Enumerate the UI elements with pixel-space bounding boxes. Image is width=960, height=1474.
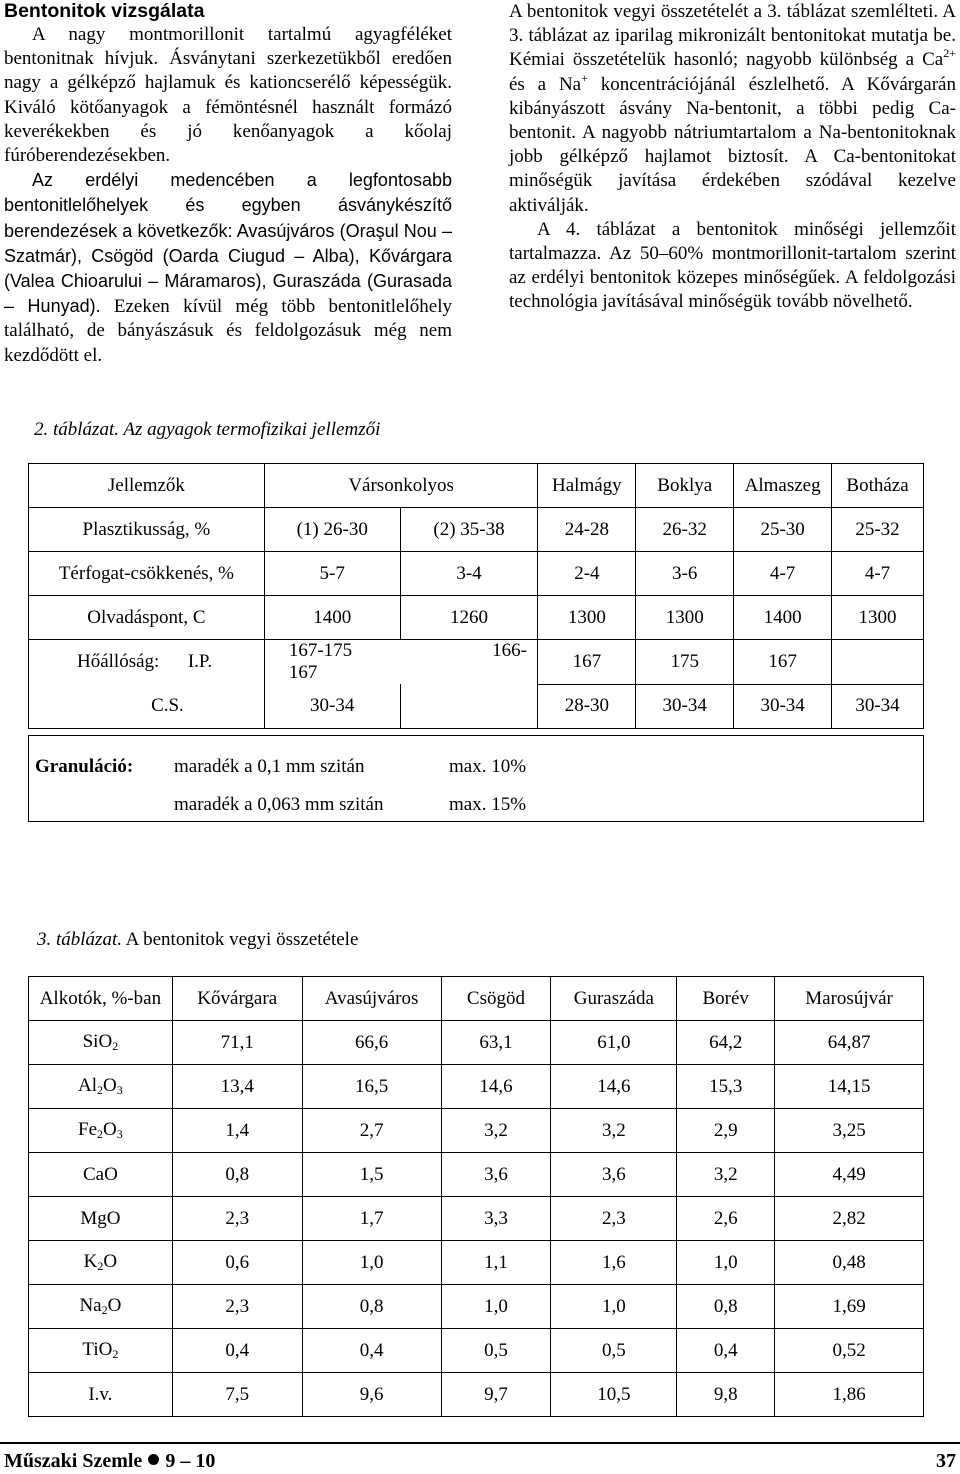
- table3-cell: 4,49: [775, 1153, 924, 1197]
- na-charge: +: [581, 70, 588, 85]
- locations-tail: Ezeken kívül még több bentonitlelőhely található, de bányászásuk és feldolgozásuk még nem kezdődött el.: [4, 296, 452, 366]
- table3-cell: 1,6: [551, 1241, 677, 1285]
- table2-header-cell: Almaszeg: [734, 464, 832, 508]
- table2-cell: 24-28: [538, 508, 636, 552]
- table-row: [29, 1153, 924, 1197]
- table3-cell: 3,2: [441, 1109, 551, 1153]
- table2-cell: 28-30: [538, 684, 636, 728]
- table3-cell: 63,1: [441, 1021, 551, 1065]
- table-row: [29, 552, 924, 596]
- table3-cell: 0,4: [677, 1329, 775, 1373]
- table2-cell: [400, 684, 538, 728]
- table2-header-cell: Botháza: [832, 464, 924, 508]
- table3-caption: [37, 929, 358, 951]
- table2-cell: 4-7: [734, 552, 832, 596]
- table3-cell: 0,48: [775, 1241, 924, 1285]
- table3-component-cell: [29, 1021, 173, 1065]
- component-name-tail: O: [103, 1075, 117, 1096]
- table3-component-cell: [29, 1109, 173, 1153]
- table3-cell: 61,0: [551, 1021, 677, 1065]
- table-row: [29, 1285, 924, 1329]
- table3-cell: 1,0: [677, 1241, 775, 1285]
- ca-charge: 2+: [943, 46, 956, 61]
- issue-a: 9: [165, 1450, 176, 1472]
- component-name: SiO: [82, 1031, 113, 1052]
- table-row: [29, 640, 924, 685]
- table3-cell: 0,8: [302, 1285, 441, 1329]
- table3-cell: 9,6: [302, 1373, 441, 1417]
- component-subscript: 3: [116, 1083, 123, 1097]
- table2-cell: 3-6: [636, 552, 734, 596]
- component-name: MgO: [80, 1207, 121, 1229]
- component-name-tail: O: [103, 1251, 118, 1272]
- table3-header-cell: Csögöd: [441, 977, 551, 1021]
- table-row: [29, 508, 924, 552]
- table2-cell: 26-32: [636, 508, 734, 552]
- table2-cell: 30-34: [636, 684, 734, 728]
- table3-caption-num: 3. táblázat.: [37, 929, 122, 950]
- table3-cell: 14,6: [441, 1065, 551, 1109]
- table2-cell: 167: [734, 640, 832, 685]
- paragraph-quality: A 4. táblázat a bentonitok minőségi jellemzőit tartalmazza. Az 50–60% montmorillonit-tartalom szerint az erdélyi bentonitok közepes minőségűek. A feldolgozási technológia javításával minőségük tovább növelhető.: [509, 218, 956, 313]
- journal-name: Műszaki Szemle: [4, 1450, 143, 1472]
- component-name: CaO: [82, 1163, 118, 1185]
- granulation-box: [28, 735, 924, 822]
- table2-header-cell: Halmágy: [538, 464, 636, 508]
- component-name: Al: [78, 1075, 98, 1096]
- table3-cell: 3,3: [441, 1197, 551, 1241]
- table2-cell: 25-30: [734, 508, 832, 552]
- component-name: Fe: [78, 1119, 98, 1140]
- table2-cell: 175: [636, 640, 734, 685]
- granulation-line2-value: max. 15%: [449, 794, 527, 815]
- component-subscript: 2: [97, 1259, 104, 1273]
- left-column: [4, 0, 452, 368]
- table3-cell: 9,7: [441, 1373, 551, 1417]
- table3-component-cell: [29, 1241, 173, 1285]
- table3-cell: 2,7: [302, 1109, 441, 1153]
- component-name: Na: [79, 1295, 102, 1316]
- locations-text: Az erdélyi medencében a legfontosabb bentonitlelőhelyek és egyben ásványkészítő berendezések a következők: Avasújváros (Oraşul Nou – Szatmár), Csögöd (Oarda Ciugud – Alba), Kővárgara (Valea Chioarului – Máramaros), Guraszáda (Gurasada – Hunyad).: [4, 170, 452, 317]
- table3-cell: 1,86: [775, 1373, 924, 1417]
- table3-cell: 0,5: [551, 1329, 677, 1373]
- table2-cell: 2-4: [538, 552, 636, 596]
- component-subscript: 2: [97, 1127, 104, 1141]
- table3-cell: 2,82: [775, 1197, 924, 1241]
- section-title: Bentonitok vizsgálata: [4, 0, 205, 22]
- table3-cell: 2,3: [172, 1285, 302, 1329]
- table3-cell: 0,8: [677, 1285, 775, 1329]
- table2-cell: 5-7: [264, 552, 400, 596]
- table3-component-cell: [29, 1373, 173, 1417]
- granulation-line1-value: max. 10%: [449, 756, 527, 777]
- table3-cell: 0,4: [302, 1329, 441, 1373]
- composition-text-c: koncentrációjánál észlelhető. A Kővárgarán kibányászott ásvány Na-bentonit, a többi pedig Ca-bentonit. A nagyobb nátriumtartalom a Na-bentonitoknak jobb gélképző hajlamot biztosít. A Ca-bentonitokat minőségük javítása érdekében szódával kezelve aktiválják.: [509, 73, 956, 216]
- table3-cell: 0,6: [172, 1241, 302, 1285]
- component-subscript: 2: [97, 1083, 104, 1097]
- paragraph-intro: A nagy montmorillonit tartalmú agyagféléket bentonitnak hívjuk. Ásványtani szerkezetükből eredően nagy a gélképző hajlamuk és kationcserélő képességük. Kiváló kötőanyagok a fémöntésnél használt formázó keverékekben és jó kenőanyagok a kőolaj fúróberendezésekben.: [4, 24, 452, 167]
- table3-cell: 1,7: [302, 1197, 441, 1241]
- table2-cell: C.S.: [29, 684, 265, 728]
- component-name-tail: O: [103, 1119, 117, 1140]
- table-row: [29, 596, 924, 640]
- table2-cell: 3-4: [400, 552, 538, 596]
- table3-cell: 0,5: [441, 1329, 551, 1373]
- component-name: K: [83, 1251, 98, 1272]
- table3-cell: 1,69: [775, 1285, 924, 1329]
- table3-cell: 1,5: [302, 1153, 441, 1197]
- right-column: [509, 0, 956, 315]
- table2-cell: 1400: [734, 596, 832, 640]
- table-row: [29, 1109, 924, 1153]
- table-row: [29, 684, 924, 728]
- table2-ip-vars: 167-175: [288, 640, 353, 661]
- table2-cell: Térfogat-csökkenés, %: [29, 552, 265, 596]
- table3-cell: 9,8: [677, 1373, 775, 1417]
- table3-cell: 3,2: [677, 1153, 775, 1197]
- table2-header-cell: Boklya: [636, 464, 734, 508]
- table3-component-cell: [29, 1285, 173, 1329]
- table3-header-cell: Marosújvár: [775, 977, 924, 1021]
- table-row: [29, 464, 924, 508]
- granulation-label: Granuláció:: [35, 756, 134, 777]
- issue-dash: –: [180, 1450, 191, 1472]
- table2-cell: 1400: [264, 596, 400, 640]
- page-number: 37: [936, 1450, 956, 1472]
- table-row: [29, 977, 924, 1021]
- footer-journal: [4, 1450, 215, 1473]
- granulation-line1: maradék a 0,1 mm szitán: [174, 756, 365, 777]
- granulation-line2: maradék a 0,063 mm szitán: [174, 794, 384, 815]
- table3-caption-text: A bentonitok vegyi összetétele: [121, 929, 359, 950]
- table3-cell: 2,6: [677, 1197, 775, 1241]
- composition-text-a: A bentonitok vegyi összetételét a 3. táblázat szemlélteti. A 3. táblázat az iparilag mikronizált bentonitokat mutatja be. Kémiai összetételük hasonló; nagyobb különbség a Ca: [509, 1, 956, 71]
- table-row: [29, 1021, 924, 1065]
- table2-cell: 30-34: [832, 684, 924, 728]
- table3-cell: 64,87: [775, 1021, 924, 1065]
- table2-cell: 1300: [538, 596, 636, 640]
- component-name: I.v.: [88, 1383, 113, 1405]
- composition-text-b: és a Na: [509, 73, 582, 95]
- table3-cell: 1,0: [441, 1285, 551, 1329]
- table2-cell: Olvadáspont, C: [29, 596, 265, 640]
- component-subscript: 2: [112, 1347, 119, 1361]
- table2-cell: Hőállóság: I.P.: [29, 640, 265, 685]
- table-row: [29, 1373, 924, 1417]
- table-row: [29, 1065, 924, 1109]
- table3-cell: 10,5: [551, 1373, 677, 1417]
- table3-component-cell: [29, 1065, 173, 1109]
- table3-cell: 71,1: [172, 1021, 302, 1065]
- table3-cell: 1,0: [302, 1241, 441, 1285]
- table2-cell: (2) 35-38: [400, 508, 538, 552]
- table3-cell: 64,2: [677, 1021, 775, 1065]
- table3-cell: 2,3: [551, 1197, 677, 1241]
- table2-cell: 30-34: [264, 684, 400, 728]
- table3-cell: 3,6: [441, 1153, 551, 1197]
- table2-cell: 1300: [636, 596, 734, 640]
- table3-cell: 3,2: [551, 1109, 677, 1153]
- table3-cell: 13,4: [172, 1065, 302, 1109]
- table3-cell: 1,0: [551, 1285, 677, 1329]
- table2: [28, 463, 924, 729]
- table2-header-cell: Jellemzők: [29, 464, 265, 508]
- table2-ip-halm: 166-167: [288, 640, 527, 683]
- table3-cell: 3,6: [551, 1153, 677, 1197]
- table3-component-cell: [29, 1329, 173, 1373]
- table3-header-cell: Avasújváros: [302, 977, 441, 1021]
- table3: [28, 976, 924, 1417]
- footer-rule: [0, 1442, 960, 1444]
- component-name: TiO: [82, 1339, 113, 1360]
- component-name-tail: O: [107, 1295, 122, 1316]
- table3-cell: 15,3: [677, 1065, 775, 1109]
- table2-caption: [34, 419, 380, 441]
- table3-cell: 14,15: [775, 1065, 924, 1109]
- table3-cell: 0,52: [775, 1329, 924, 1373]
- table3-cell: 16,5: [302, 1065, 441, 1109]
- component-subscript: 2: [112, 1039, 119, 1053]
- table2-cell: 167: [538, 640, 636, 685]
- table3-cell: 1,1: [441, 1241, 551, 1285]
- table2-caption-text: Az agyagok termofizikai jellemzői: [118, 419, 381, 440]
- table3-cell: 2,3: [172, 1197, 302, 1241]
- table-row: [29, 1329, 924, 1373]
- table-row: [29, 1197, 924, 1241]
- table3-cell: 1,4: [172, 1109, 302, 1153]
- paragraph-composition: [509, 0, 956, 218]
- table2-cell: (1) 26-30: [264, 508, 400, 552]
- table2-cell: 1300: [832, 596, 924, 640]
- table3-cell: 0,4: [172, 1329, 302, 1373]
- table2-header-cell: Vársonkolyos: [264, 464, 538, 508]
- table2-cell: 1260: [400, 596, 538, 640]
- table2-cell: 25-32: [832, 508, 924, 552]
- table3-cell: 2,9: [677, 1109, 775, 1153]
- table3-header-cell: Alkotók, %-ban: [29, 977, 173, 1021]
- table2-cell: [264, 640, 538, 685]
- table3-cell: 7,5: [172, 1373, 302, 1417]
- table-row: [29, 1241, 924, 1285]
- table3-cell: 0,8: [172, 1153, 302, 1197]
- table3-header-cell: Kővárgara: [172, 977, 302, 1021]
- table3-component-cell: [29, 1153, 173, 1197]
- table2-cell: 30-34: [734, 684, 832, 728]
- paragraph-locations: [4, 168, 452, 368]
- component-subscript: 3: [116, 1127, 123, 1141]
- table3-component-cell: [29, 1197, 173, 1241]
- table2-cell: [832, 640, 924, 685]
- table3-header-cell: Guraszáda: [551, 977, 677, 1021]
- table3-cell: 3,25: [775, 1109, 924, 1153]
- table2-caption-num: 2. táblázat.: [34, 419, 119, 440]
- table3-cell: 14,6: [551, 1065, 677, 1109]
- table3-header-cell: Borév: [677, 977, 775, 1021]
- table2-cell: Plasztikusság, %: [29, 508, 265, 552]
- issue-b: 10: [195, 1450, 216, 1472]
- table2-cell: 4-7: [832, 552, 924, 596]
- table3-cell: 66,6: [302, 1021, 441, 1065]
- component-subscript: 2: [101, 1303, 108, 1317]
- bullet-icon: [148, 1454, 159, 1465]
